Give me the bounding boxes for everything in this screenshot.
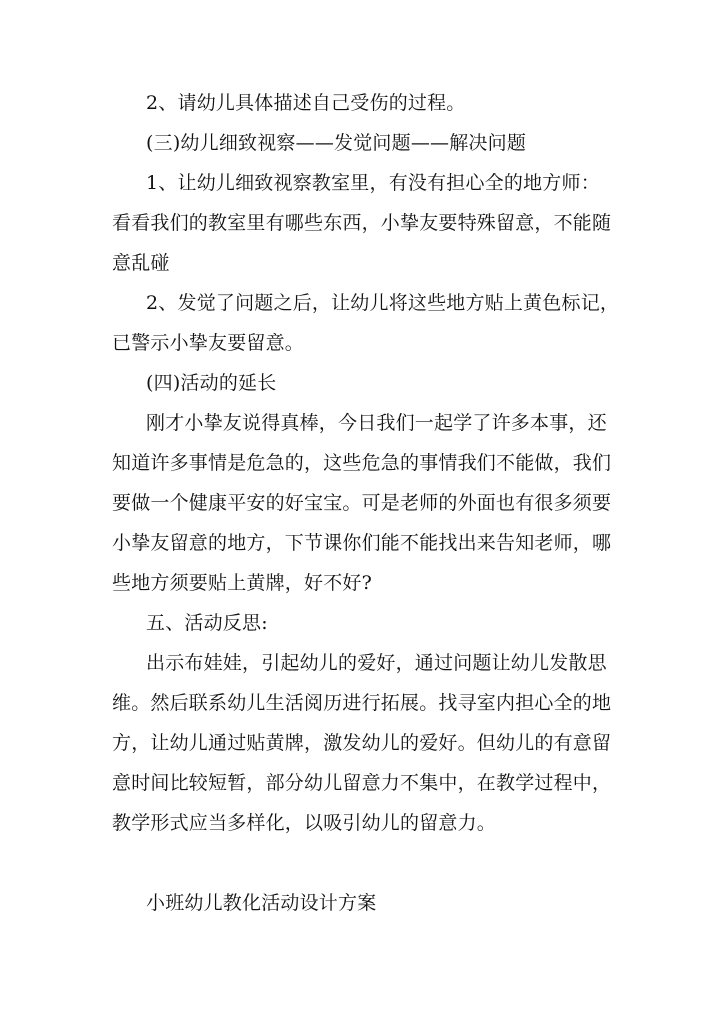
paragraph-line: 刚才小挚友说得真棒，今日我们一起学了许多本事，还	[146, 412, 607, 434]
section-heading-4: (四)活动的延长	[146, 372, 277, 394]
section-heading-5: 五、活动反思:	[146, 612, 268, 634]
paragraph-line: 1、让幼儿细致视察教室里，有没有担心全的地方师：	[146, 172, 600, 194]
paragraph-line: 知道许多事情是危急的，这些危急的事情我们不能做，我们	[112, 452, 612, 474]
paragraph-line: 意时间比较短暂，部分幼儿留意力不集中，在教学过程中，	[112, 772, 612, 794]
paragraph-line: 小挚友留意的地方，下节课你们能不能找出来告知老师，哪	[112, 532, 612, 554]
paragraph-line: 方，让幼儿通过贴黄牌，激发幼儿的爱好。但幼儿的有意留	[112, 732, 612, 754]
paragraph-line-step-2: 2、请幼儿具体描述自己受伤的过程。	[146, 92, 466, 114]
paragraph-line: 2、发觉了问题之后，让幼儿将这些地方贴上黄色标记，	[146, 292, 620, 314]
section-heading-3: (三)幼儿细致视察——发觉问题——解决问题	[146, 132, 527, 154]
paragraph-line: 意乱碰	[112, 252, 170, 274]
paragraph-line: 已警示小挚友要留意。	[112, 332, 305, 354]
paragraph-line: 看看我们的教室里有哪些东西，小挚友要特殊留意，不能随	[112, 212, 612, 234]
paragraph-line: 出示布娃娃，引起幼儿的爱好，通过问题让幼儿发散思	[146, 652, 607, 674]
next-section-title: 小班幼儿教化活动设计方案	[146, 892, 377, 914]
paragraph-line: 教学形式应当多样化，以吸引幼儿的留意力。	[112, 812, 497, 834]
paragraph-line: 维。然后联系幼儿生活阅历进行拓展。找寻室内担心全的地	[112, 692, 612, 714]
paragraph-line: 些地方须要贴上黄牌，好不好?	[112, 572, 372, 594]
paragraph-line: 要做一个健康平安的好宝宝。可是老师的外面也有很多须要	[112, 492, 612, 514]
